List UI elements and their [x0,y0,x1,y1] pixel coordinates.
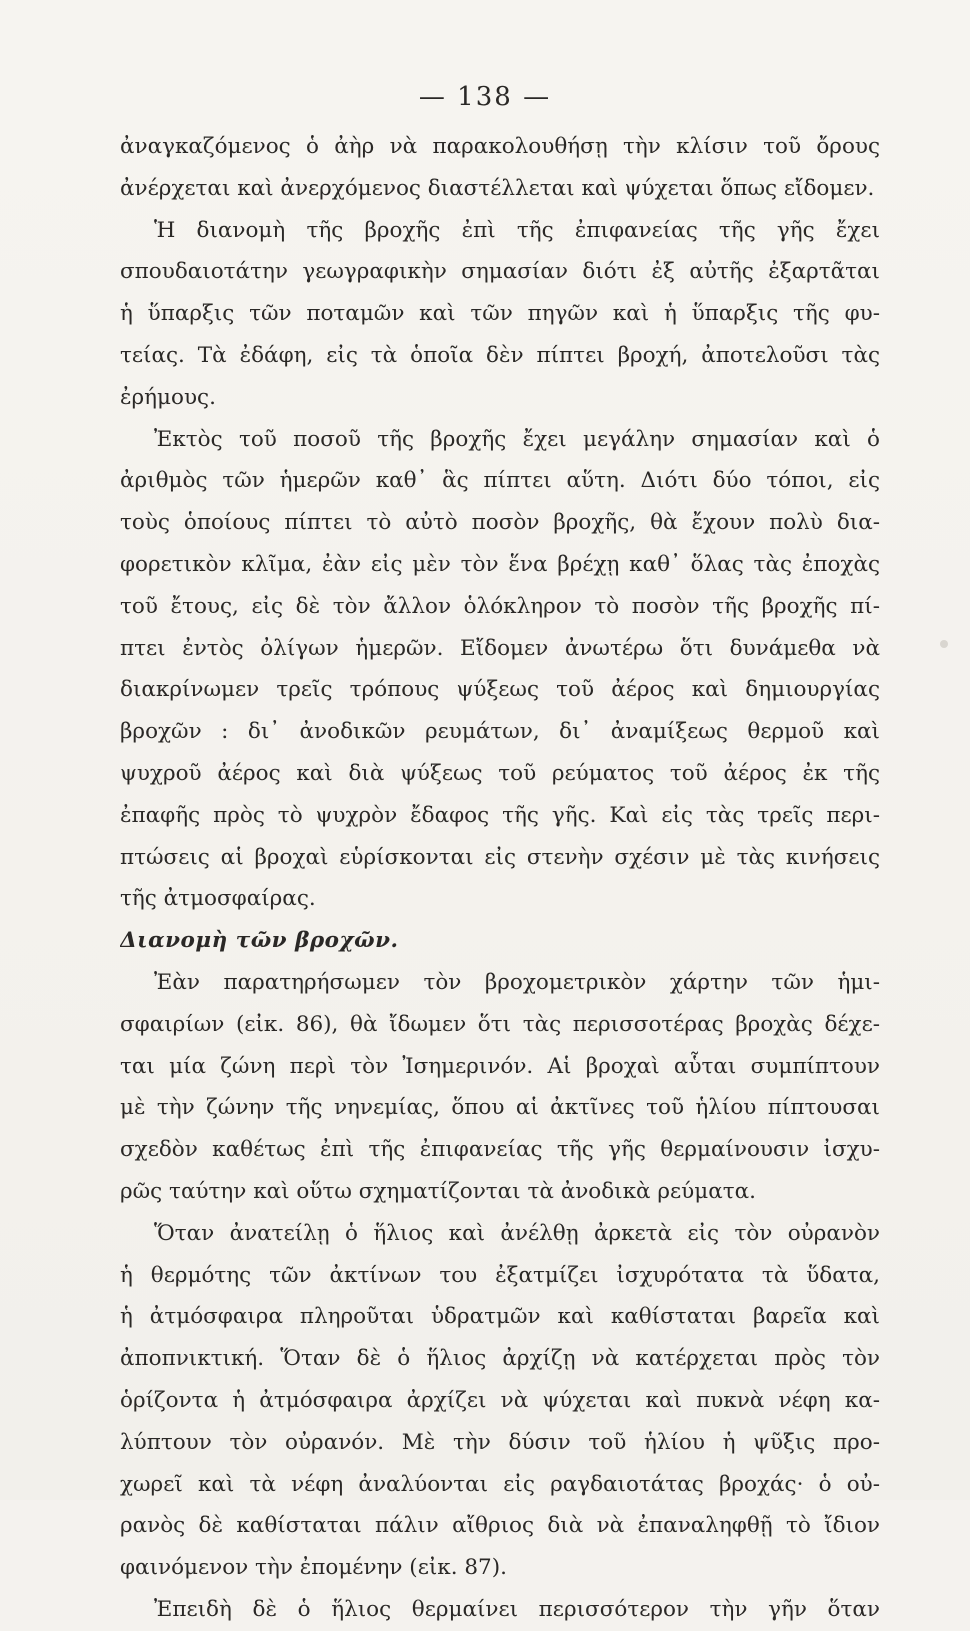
text-line: πτει ἐντὸς ὀλίγων ἡμερῶν. Εἴδομεν ἀνωτέρω ὅτι δυνάμεθα νὰ [120,635,880,661]
text-line: ἐρήμους. [120,384,216,410]
text-line: ἀποπνικτική. Ὅταν δὲ ὁ ἥλιος ἀρχίζῃ νὰ κατέρχεται πρὸς τὸν [120,1346,880,1372]
text-line: βροχῶν : δι᾽ ἀνοδικῶν ρευμάτων, δι᾽ ἀναμίξεως θερμοῦ καὶ [120,719,880,745]
text-line: μὲ τὴν ζώνην τῆς νηνεμίας, ὅπου αἱ ἀκτῖνες τοῦ ἡλίου πίπτουσαι [120,1095,880,1121]
text-line: τῆς ἀτμοσφαίρας. [120,886,316,912]
text-line: φαινόμενον τὴν ἐπομένην (εἰκ. 87). [120,1555,507,1581]
text-line: σχεδὸν καθέτως ἐπὶ τῆς ἐπιφανείας τῆς γῆς θερμαίνουσιν ἰσχυ- [120,1137,880,1163]
text-line: λύπτουν τὸν οὐρανόν. Μὲ τὴν δύσιν τοῦ ἡλίου ἡ ψῦξις προ- [120,1429,880,1455]
text-line: Ἐκτὸς τοῦ ποσοῦ τῆς βροχῆς ἔχει μεγάλην σημασίαν καὶ ὁ [154,426,880,452]
text-line: ρῶς ταύτην καὶ οὕτω σχηματίζονται τὰ ἀνοδικὰ ρεύματα. [120,1178,756,1204]
body-text [120,126,880,1631]
text-line: ἀριθμὸς τῶν ἡμερῶν καθ᾽ ἃς πίπτει αὕτη. Διότι δύο τόποι, εἰς [120,468,880,494]
text-line: ται μία ζώνη περὶ τὸν Ἰσημερινόν. Αἱ βροχαὶ αὗται συμπίπτουν [120,1053,880,1079]
text-line: ἀναγκαζόμενος ὁ ἀὴρ νὰ παρακολουθήσῃ τὴν κλίσιν τοῦ ὄρους [120,134,880,159]
text-line: ἐπαφῆς πρὸς τὸ ψυχρὸν ἔδαφος τῆς γῆς. Καὶ εἰς τὰς τρεῖς περι- [120,802,880,828]
text-line: ἡ θερμότης τῶν ἀκτίνων του ἐξατμίζει ἰσχυρότατα τὰ ὕδατα, [120,1262,880,1288]
text-line: ὁρίζοντα ἡ ἀτμόσφαιρα ἀρχίζει νὰ ψύχεται καὶ πυκνὰ νέφη κα- [120,1387,880,1413]
text-line: ἡ ἀτμόσφαιρα πληροῦται ὑδρατμῶν καὶ καθίσταται βαρεῖα καὶ [120,1304,880,1330]
section-heading: Διανομὴ τῶν βροχῶν. [120,928,399,954]
text-line: Ἐὰν παρατηρήσωμεν τὸν βροχομετρικὸν χάρτην τῶν ἡμι- [154,969,880,995]
text-line: Ἐπειδὴ δὲ ὁ ἥλιος θερμαίνει περισσότερον τὴν γῆν ὅταν [154,1596,880,1622]
text-line: ἀνέρχεται καὶ ἀνερχόμενος διαστέλλεται καὶ ψύχεται ὅπως εἴδομεν. [120,175,875,201]
page-number: — 138 — [418,82,552,112]
text-line: φορετικὸν κλῖμα, ἐὰν εἰς μὲν τὸν ἕνα βρέχῃ καθ᾽ ὅλας τὰς ἐποχὰς [120,551,880,577]
paper-mark [940,640,948,648]
text-line: σπουδαιοτάτην γεωγραφικὴν σημασίαν διότι ἐξ αὐτῆς ἐξαρτᾶται [120,259,880,285]
text-line: ἡ ὕπαρξις τῶν ποταμῶν καὶ τῶν πηγῶν καὶ ἡ ὕπαρξις τῆς φυ- [120,301,880,327]
text-line: τείας. Τὰ ἐδάφη, εἰς τὰ ὁποῖα δὲν πίπτει βροχή, ἀποτελοῦσι τὰς [120,342,880,368]
text-line: χωρεῖ καὶ τὰ νέφη ἀναλύονται εἰς ραγδαιοτάτας βροχάς· ὁ οὐ- [120,1471,880,1497]
text-line: τοὺς ὁποίους πίπτει τὸ αὐτὸ ποσὸν βροχῆς, θὰ ἔχουν πολὺ δια- [120,510,880,536]
text-line: ψυχροῦ ἀέρος καὶ διὰ ψύξεως τοῦ ρεύματος τοῦ ἀέρος ἐκ τῆς [120,760,880,786]
text-line: τοῦ ἔτους, εἰς δὲ τὸν ἄλλον ὁλόκληρον τὸ ποσὸν τῆς βροχῆς πί- [120,593,880,619]
text-line: ρανὸς δὲ καθίσταται πάλιν αἴθριος διὰ νὰ ἐπαναληφθῇ τὸ ἴδιον [120,1513,880,1539]
text-line: σφαιρίων (εἰκ. 86), θὰ ἴδωμεν ὅτι τὰς περισσοτέρας βροχὰς δέχε- [120,1011,880,1037]
text-line: Ἡ διανομὴ τῆς βροχῆς ἐπὶ τῆς ἐπιφανείας τῆς γῆς ἔχει [154,217,880,243]
text-line: Ὅταν ἀνατείλῃ ὁ ἥλιος καὶ ἀνέλθῃ ἀρκετὰ εἰς τὸν οὐρανὸν [154,1220,880,1246]
text-line: διακρίνωμεν τρεῖς τρόπους ψύξεως τοῦ ἀέρος καὶ δημιουργίας [120,677,880,703]
text-line: πτώσεις αἱ βροχαὶ εὑρίσκονται εἰς στενὴν σχέσιν μὲ τὰς κινήσεις [120,844,880,870]
